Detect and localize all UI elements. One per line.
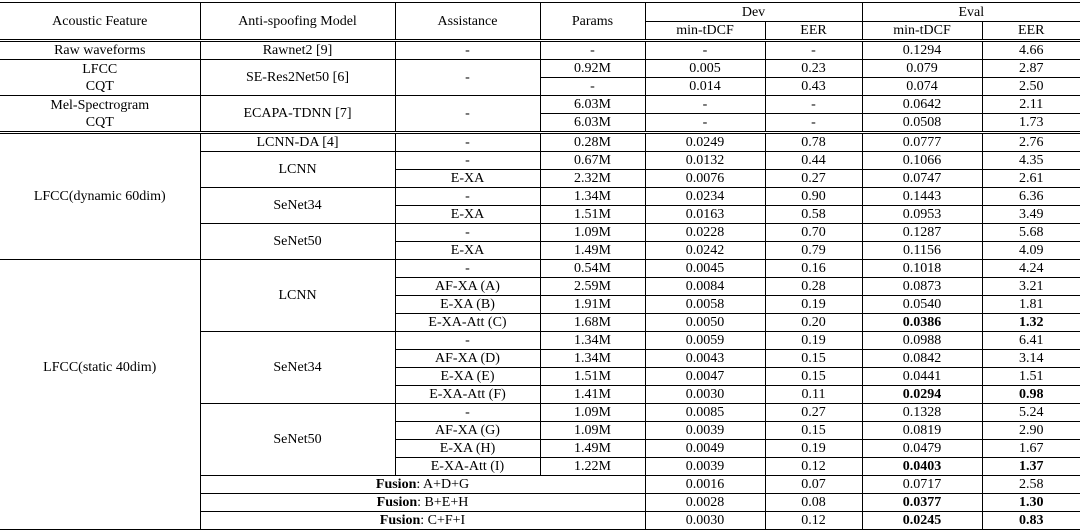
fusion-combo: : B+E+H	[417, 495, 469, 510]
cell-eval-eer: 2.11	[982, 96, 1080, 114]
cell-params: 2.32M	[540, 170, 645, 188]
cell-eval-min-tdcf: 0.1328	[862, 404, 982, 422]
feature-line-1: LFCC	[82, 61, 118, 77]
fusion-combo: : C+F+I	[420, 513, 466, 528]
cell-eval-eer: 1.51	[982, 368, 1080, 386]
cell-dev-eer: 0.78	[765, 133, 862, 152]
cell-dev-eer: 0.08	[765, 494, 862, 512]
header-eval: Eval	[862, 3, 1080, 22]
cell-eval-eer: 1.81	[982, 296, 1080, 314]
cell-eval-min-tdcf: 0.0642	[862, 96, 982, 114]
cell-params: 0.28M	[540, 133, 645, 152]
cell-assistance: -	[395, 224, 540, 242]
header-params: Params	[540, 3, 645, 41]
cell-fusion	[200, 476, 645, 494]
cell-dev-min-tdcf: 0.0228	[645, 224, 765, 242]
cell-assistance: E-XA (B)	[395, 296, 540, 314]
cell-assistance: E-XA	[395, 206, 540, 224]
cell-params: 6.03M	[540, 96, 645, 114]
cell-dev-eer: -	[765, 96, 862, 114]
cell-dev-min-tdcf: 0.0039	[645, 458, 765, 476]
cell-fusion	[200, 494, 645, 512]
cell-dev-min-tdcf: 0.0242	[645, 242, 765, 260]
cell-eval-min-tdcf: 0.1443	[862, 188, 982, 206]
cell-eval-min-tdcf: 0.0403	[862, 458, 982, 476]
cell-params: 0.54M	[540, 260, 645, 278]
cell-assistance: -	[395, 96, 540, 133]
header-eval-eer: EER	[982, 22, 1080, 41]
cell-assistance: -	[395, 260, 540, 278]
cell-dev-eer: 0.16	[765, 260, 862, 278]
cell-eval-min-tdcf: 0.0479	[862, 440, 982, 458]
cell-dev-eer: -	[765, 114, 862, 133]
cell-dev-eer: 0.15	[765, 422, 862, 440]
cell-model: SeNet50	[200, 404, 395, 476]
cell-assistance: E-XA (E)	[395, 368, 540, 386]
cell-dev-min-tdcf: 0.0047	[645, 368, 765, 386]
cell-eval-min-tdcf: 0.1294	[862, 41, 982, 60]
cell-dev-eer: 0.15	[765, 368, 862, 386]
cell-eval-min-tdcf: 0.0747	[862, 170, 982, 188]
cell-assistance: -	[395, 133, 540, 152]
cell-dev-min-tdcf: 0.0050	[645, 314, 765, 332]
cell-assistance: -	[395, 60, 540, 96]
results-table	[0, 2, 1080, 530]
cell-dev-min-tdcf: 0.0132	[645, 152, 765, 170]
cell-eval-min-tdcf: 0.0777	[862, 133, 982, 152]
cell-dev-min-tdcf: -	[645, 41, 765, 60]
cell-dev-min-tdcf: -	[645, 114, 765, 133]
cell-dev-min-tdcf: 0.0030	[645, 512, 765, 530]
header-eval-min-tdcf: min-tDCF	[862, 22, 982, 41]
cell-acoustic-feature: LFCC(dynamic 60dim)	[0, 133, 200, 260]
table-row	[0, 133, 1080, 152]
cell-dev-eer: 0.15	[765, 350, 862, 368]
cell-assistance: E-XA (H)	[395, 440, 540, 458]
cell-eval-eer: 5.68	[982, 224, 1080, 242]
cell-eval-eer: 2.50	[982, 78, 1080, 96]
cell-dev-min-tdcf: 0.0016	[645, 476, 765, 494]
cell-dev-eer: 0.79	[765, 242, 862, 260]
cell-acoustic-feature: LFCC(static 40dim)	[0, 260, 200, 530]
cell-params: 1.51M	[540, 206, 645, 224]
cell-dev-eer: 0.28	[765, 278, 862, 296]
cell-eval-min-tdcf: 0.079	[862, 60, 982, 78]
feature-line-2: CQT	[85, 78, 114, 94]
cell-eval-eer: 0.83	[982, 512, 1080, 530]
cell-dev-eer: 0.58	[765, 206, 862, 224]
cell-eval-eer: 3.21	[982, 278, 1080, 296]
cell-assistance: E-XA	[395, 242, 540, 260]
cell-eval-eer: 2.87	[982, 60, 1080, 78]
cell-eval-eer: 3.14	[982, 350, 1080, 368]
cell-params: 1.34M	[540, 188, 645, 206]
cell-eval-min-tdcf: 0.0717	[862, 476, 982, 494]
fusion-label: Fusion	[379, 513, 421, 528]
cell-dev-min-tdcf: 0.0049	[645, 440, 765, 458]
header-assistance: Assistance	[395, 3, 540, 41]
cell-eval-eer: 4.66	[982, 41, 1080, 60]
cell-eval-eer: 1.37	[982, 458, 1080, 476]
cell-eval-eer: 2.58	[982, 476, 1080, 494]
cell-params: 1.09M	[540, 224, 645, 242]
cell-dev-eer: 0.20	[765, 314, 862, 332]
cell-eval-min-tdcf: 0.0441	[862, 368, 982, 386]
cell-eval-eer: 3.49	[982, 206, 1080, 224]
cell-eval-eer: 5.24	[982, 404, 1080, 422]
cell-assistance: -	[395, 332, 540, 350]
cell-eval-eer: 2.61	[982, 170, 1080, 188]
header-dev-min-tdcf: min-tDCF	[645, 22, 765, 41]
cell-fusion	[200, 512, 645, 530]
cell-model: SeNet34	[200, 332, 395, 404]
cell-eval-eer: 4.35	[982, 152, 1080, 170]
cell-params: 1.51M	[540, 368, 645, 386]
cell-dev-min-tdcf: 0.0059	[645, 332, 765, 350]
cell-dev-min-tdcf: 0.005	[645, 60, 765, 78]
cell-eval-eer: 4.09	[982, 242, 1080, 260]
cell-eval-eer: 0.98	[982, 386, 1080, 404]
cell-eval-min-tdcf: 0.0819	[862, 422, 982, 440]
cell-dev-eer: 0.07	[765, 476, 862, 494]
cell-params: 0.92M	[540, 60, 645, 78]
header-dev-eer: EER	[765, 22, 862, 41]
cell-dev-eer: 0.11	[765, 386, 862, 404]
cell-model: SeNet34	[200, 188, 395, 224]
cell-eval-eer: 2.76	[982, 133, 1080, 152]
cell-eval-min-tdcf: 0.1156	[862, 242, 982, 260]
cell-eval-eer: 6.41	[982, 332, 1080, 350]
cell-dev-min-tdcf: 0.0085	[645, 404, 765, 422]
cell-params: 1.09M	[540, 404, 645, 422]
cell-dev-eer: 0.19	[765, 332, 862, 350]
header-acoustic-feature: Acoustic Feature	[0, 3, 200, 41]
cell-dev-min-tdcf: 0.0028	[645, 494, 765, 512]
cell-eval-eer: 1.73	[982, 114, 1080, 133]
cell-params: 1.91M	[540, 296, 645, 314]
header-row-top	[0, 3, 1080, 22]
cell-dev-min-tdcf: 0.0084	[645, 278, 765, 296]
cell-model: LCNN	[200, 152, 395, 188]
cell-model: LCNN	[200, 260, 395, 332]
cell-params: -	[540, 78, 645, 96]
cell-eval-min-tdcf: 0.1066	[862, 152, 982, 170]
cell-dev-min-tdcf: 0.014	[645, 78, 765, 96]
cell-eval-min-tdcf: 0.0988	[862, 332, 982, 350]
cell-dev-min-tdcf: 0.0030	[645, 386, 765, 404]
cell-dev-eer: 0.70	[765, 224, 862, 242]
header-dev: Dev	[645, 3, 862, 22]
cell-assistance: E-XA	[395, 170, 540, 188]
cell-dev-min-tdcf: -	[645, 96, 765, 114]
cell-dev-eer: -	[765, 41, 862, 60]
cell-params: 1.09M	[540, 422, 645, 440]
cell-assistance: E-XA-Att (F)	[395, 386, 540, 404]
cell-eval-eer: 2.90	[982, 422, 1080, 440]
cell-dev-eer: 0.27	[765, 404, 862, 422]
cell-eval-eer: 1.32	[982, 314, 1080, 332]
table-row	[0, 41, 1080, 60]
table-row	[0, 260, 1080, 278]
fusion-combo: : A+D+G	[416, 477, 470, 492]
feature-line-1: Mel-Spectrogram	[50, 97, 150, 113]
cell-eval-min-tdcf: 0.0294	[862, 386, 982, 404]
cell-params: 0.67M	[540, 152, 645, 170]
cell-dev-eer: 0.19	[765, 440, 862, 458]
cell-assistance: AF-XA (A)	[395, 278, 540, 296]
cell-eval-min-tdcf: 0.0386	[862, 314, 982, 332]
cell-eval-min-tdcf: 0.0873	[862, 278, 982, 296]
cell-params: 2.59M	[540, 278, 645, 296]
cell-eval-eer: 1.67	[982, 440, 1080, 458]
cell-params: 1.41M	[540, 386, 645, 404]
cell-eval-eer: 6.36	[982, 188, 1080, 206]
cell-assistance: -	[395, 404, 540, 422]
cell-assistance: -	[395, 41, 540, 60]
header-anti-spoofing-model: Anti-spoofing Model	[200, 3, 395, 41]
cell-dev-eer: 0.43	[765, 78, 862, 96]
cell-dev-eer: 0.19	[765, 296, 862, 314]
cell-params: -	[540, 41, 645, 60]
cell-dev-eer: 0.27	[765, 170, 862, 188]
cell-dev-min-tdcf: 0.0045	[645, 260, 765, 278]
cell-params: 1.34M	[540, 350, 645, 368]
table-row	[0, 96, 1080, 114]
cell-assistance: -	[395, 188, 540, 206]
cell-dev-eer: 0.44	[765, 152, 862, 170]
cell-params: 1.34M	[540, 332, 645, 350]
fusion-label: Fusion	[375, 477, 417, 492]
cell-dev-min-tdcf: 0.0039	[645, 422, 765, 440]
cell-eval-min-tdcf: 0.1287	[862, 224, 982, 242]
cell-eval-min-tdcf: 0.0953	[862, 206, 982, 224]
cell-eval-eer: 4.24	[982, 260, 1080, 278]
cell-acoustic-feature	[0, 60, 200, 96]
cell-dev-min-tdcf: 0.0163	[645, 206, 765, 224]
cell-params: 1.22M	[540, 458, 645, 476]
cell-dev-eer: 0.23	[765, 60, 862, 78]
cell-eval-min-tdcf: 0.0377	[862, 494, 982, 512]
cell-assistance: E-XA-Att (I)	[395, 458, 540, 476]
cell-dev-min-tdcf: 0.0058	[645, 296, 765, 314]
cell-assistance: AF-XA (D)	[395, 350, 540, 368]
cell-model: SeNet50	[200, 224, 395, 260]
cell-eval-eer: 1.30	[982, 494, 1080, 512]
cell-params: 1.68M	[540, 314, 645, 332]
cell-eval-min-tdcf: 0.0245	[862, 512, 982, 530]
cell-dev-min-tdcf: 0.0234	[645, 188, 765, 206]
cell-dev-min-tdcf: 0.0076	[645, 170, 765, 188]
cell-model: SE-Res2Net50 [6]	[200, 60, 395, 96]
cell-eval-min-tdcf: 0.1018	[862, 260, 982, 278]
cell-assistance: E-XA-Att (C)	[395, 314, 540, 332]
cell-assistance: AF-XA (G)	[395, 422, 540, 440]
cell-params: 6.03M	[540, 114, 645, 133]
cell-params: 1.49M	[540, 440, 645, 458]
cell-dev-min-tdcf: 0.0043	[645, 350, 765, 368]
feature-line-2: CQT	[85, 114, 114, 130]
cell-dev-min-tdcf: 0.0249	[645, 133, 765, 152]
cell-dev-eer: 0.12	[765, 458, 862, 476]
cell-eval-min-tdcf: 0.0540	[862, 296, 982, 314]
cell-model: Rawnet2 [9]	[200, 41, 395, 60]
cell-acoustic-feature: Raw waveforms	[0, 41, 200, 60]
cell-dev-eer: 0.12	[765, 512, 862, 530]
cell-dev-eer: 0.90	[765, 188, 862, 206]
cell-eval-min-tdcf: 0.0842	[862, 350, 982, 368]
cell-assistance: -	[395, 152, 540, 170]
cell-model: ECAPA-TDNN [7]	[200, 96, 395, 133]
table-row	[0, 60, 1080, 78]
cell-acoustic-feature	[0, 96, 200, 133]
cell-model: LCNN-DA [4]	[200, 133, 395, 152]
cell-eval-min-tdcf: 0.074	[862, 78, 982, 96]
fusion-label: Fusion	[376, 495, 418, 510]
cell-params: 1.49M	[540, 242, 645, 260]
cell-eval-min-tdcf: 0.0508	[862, 114, 982, 133]
